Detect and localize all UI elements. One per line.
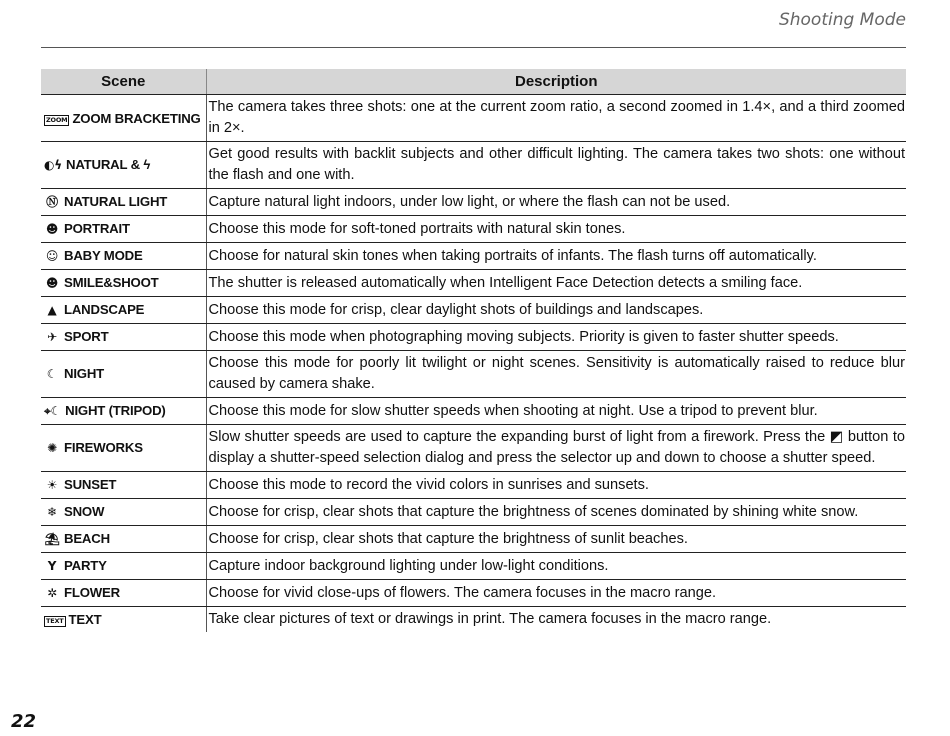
table-row [41, 95, 906, 142]
scene-cell [41, 499, 206, 526]
flower-icon: ✲ [47, 586, 57, 600]
description-cell: Choose this mode when photographing moving subjects. Priority is given to faster shutter speeds. [206, 324, 906, 351]
table-row [41, 243, 906, 270]
scene-cell [41, 607, 206, 633]
description-cell: Choose this mode for soft-toned portraits with natural skin tones. [206, 216, 906, 243]
scene-name: NIGHT (TRIPOD) [65, 403, 166, 418]
table-header-row [41, 69, 906, 95]
scene-cell [41, 216, 206, 243]
description-cell: Slow shutter speeds are used to capture the expanding burst of light from a firework. Press the ◩ button to display a shutter-speed selection dialog and press the selector up and down to choose a shutter speed. [206, 425, 906, 472]
description-cell: Choose for crisp, clear shots that capture the brightness of sunlit beaches. [206, 526, 906, 553]
natural-and-flash-icon: ◐ϟ [44, 158, 62, 172]
scene-cell [41, 398, 206, 425]
scene-name: NATURAL LIGHT [64, 194, 168, 209]
scene-cell [41, 580, 206, 607]
scene-name: SUNSET [64, 477, 117, 492]
scene-name: PORTRAIT [64, 221, 130, 236]
table-row [41, 297, 906, 324]
page-number: 22 [11, 711, 37, 732]
scene-name: SNOW [64, 504, 105, 519]
page-header-title: Shooting Mode [778, 10, 906, 30]
sunset-icon: ☀ [46, 478, 58, 492]
table-row [41, 607, 906, 633]
scene-cell [41, 189, 206, 216]
scene-cell [41, 243, 206, 270]
description-cell: Choose this mode for slow shutter speeds when shooting at night. Use a tripod to prevent blur. [206, 398, 906, 425]
scene-name: NATURAL & ϟ [66, 157, 151, 172]
night-icon: ☾ [46, 367, 58, 381]
scene-cell [41, 526, 206, 553]
scene-table [41, 69, 906, 632]
column-header-description: Description [206, 69, 906, 95]
scene-cell [41, 425, 206, 472]
table-row [41, 553, 906, 580]
description-cell: Get good results with backlit subjects and other difficult lighting. The camera takes two shots: one without the flash and one with. [206, 142, 906, 189]
natural-light-icon: Ⓝ [46, 195, 58, 209]
landscape-icon: ▲ [47, 303, 57, 317]
baby-mode-icon: ☺ [45, 249, 59, 263]
scene-name: SMILE&SHOOT [64, 275, 159, 290]
table-row [41, 499, 906, 526]
description-cell: Choose this mode for crisp, clear daylight shots of buildings and landscapes. [206, 297, 906, 324]
description-cell: The camera takes three shots: one at the current zoom ratio, a second zoomed in 1.4×, and a third zoomed in 2×. [206, 95, 906, 142]
scene-cell [41, 95, 206, 142]
snow-icon: ❄ [47, 505, 57, 519]
description-cell: The shutter is released automatically when Intelligent Face Detection detects a smiling face. [206, 270, 906, 297]
description-cell: Choose this mode to record the vivid colors in sunrises and sunsets. [206, 472, 906, 499]
scene-name: TEXT [68, 612, 102, 627]
header-divider [41, 47, 906, 48]
column-header-scene: Scene [41, 69, 206, 95]
night-tripod-icon: ⌖☾ [44, 404, 62, 418]
scene-cell [41, 297, 206, 324]
scene-cell [41, 472, 206, 499]
description-cell: Take clear pictures of text or drawings in print. The camera focuses in the macro range. [208, 611, 772, 627]
scene-cell [41, 324, 206, 351]
description-cell: Choose for natural skin tones when taking portraits of infants. The flash turns off automatically. [206, 243, 906, 270]
scene-cell [41, 351, 206, 398]
portrait-icon: ☻ [45, 222, 59, 236]
table-row [41, 324, 906, 351]
description-cell: Choose for vivid close-ups of flowers. The camera focuses in the macro range. [206, 580, 906, 607]
scene-cell [41, 270, 206, 297]
table-row [41, 526, 906, 553]
table-row [41, 189, 906, 216]
description-cell: Capture indoor background lighting under low-light conditions. [206, 553, 906, 580]
beach-icon: ⛱ [44, 532, 60, 546]
scene-name: BABY MODE [64, 248, 143, 263]
scene-name: ZOOM BRACKETING [72, 110, 201, 126]
table-row [41, 398, 906, 425]
scene-name: FIREWORKS [64, 440, 143, 455]
scene-name: PARTY [64, 558, 107, 573]
sport-icon: ✈ [47, 330, 57, 344]
scene-name: BEACH [64, 531, 110, 546]
scene-name: SPORT [64, 329, 109, 344]
table-row [41, 216, 906, 243]
table-row [41, 472, 906, 499]
text-mode-icon: TEXT [46, 617, 64, 625]
description-cell: Choose for crisp, clear shots that capture the brightness of scenes dominated by shining white snow. [206, 499, 906, 526]
table-row [41, 351, 906, 398]
scene-name: LANDSCAPE [64, 302, 145, 317]
table-row [41, 580, 906, 607]
party-icon: Y [47, 559, 57, 573]
smile-shoot-icon: ☻ [45, 276, 59, 290]
table-row [41, 425, 906, 472]
scene-name: NIGHT [64, 366, 105, 381]
description-cell: Choose this mode for poorly lit twilight or night scenes. Sensitivity is automatically raised to reduce blur caused by camera shake. [206, 351, 906, 398]
scene-cell [41, 142, 206, 189]
scene-name: FLOWER [64, 585, 120, 600]
table-row [41, 270, 906, 297]
zoom-bracketing-icon: ZOOM [46, 115, 68, 124]
scene-cell [41, 553, 206, 580]
description-cell: Capture natural light indoors, under low light, or where the flash can not be used. [206, 189, 906, 216]
table-row [41, 142, 906, 189]
fireworks-icon: ✺ [47, 441, 57, 455]
